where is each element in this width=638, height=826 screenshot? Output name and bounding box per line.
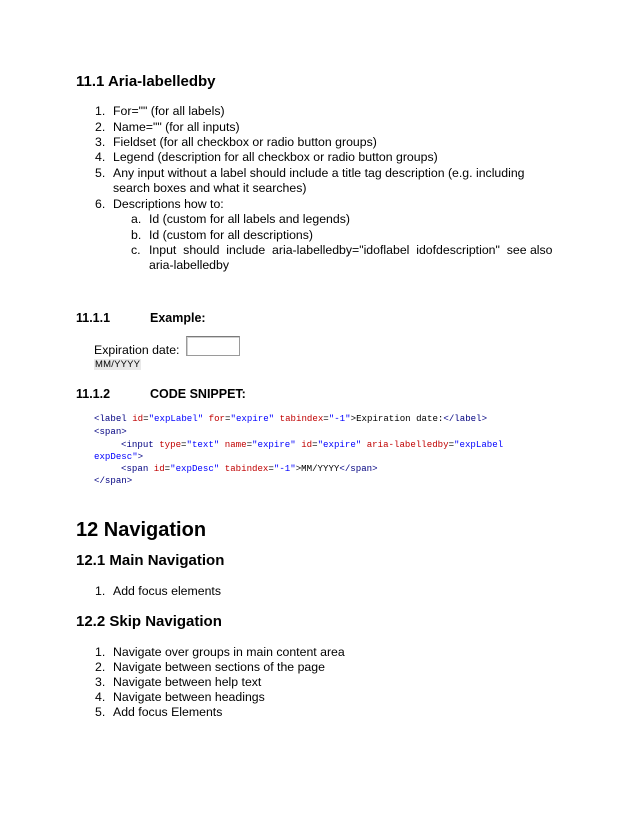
list-number: 2.: [95, 660, 106, 674]
sublist-letter: a.: [131, 212, 142, 226]
sublist-item-text: Input should include aria-labelledby="idoflabel idofdescription" see also: [149, 243, 553, 257]
code-line: expDesc">: [94, 451, 144, 462]
list-number: 6.: [95, 197, 106, 211]
code-line: <input type="text" name="expire" id="expire" aria-labelledby="expLabel: [121, 439, 504, 450]
heading-12-2: 12.2 Skip Navigation: [76, 613, 222, 630]
sublist-letter: c.: [131, 243, 141, 257]
code-line: <span id="expDesc" tabindex="-1">MM/YYYY</span>: [121, 463, 378, 474]
list-number: 3.: [95, 135, 106, 149]
list-item: [95, 120, 105, 135]
list-item: [95, 135, 105, 150]
list-number: 4.: [95, 150, 106, 164]
sublist-item-text: Id (custom for all descriptions): [149, 228, 314, 242]
list-item-text: Add focus Elements: [113, 705, 223, 719]
heading-11-1-1-number: 11.1.1: [76, 311, 111, 325]
list-item-text: Name="" (for all inputs): [113, 120, 240, 134]
list-number: 2.: [95, 120, 106, 134]
sublist-letter: b.: [131, 228, 142, 242]
list-item-text: Any input without a label should include a title tag description (e.g. including: [113, 166, 525, 180]
list-number: 5.: [95, 705, 106, 719]
heading-11-1-2-number: 11.1.2: [76, 387, 111, 401]
list-number: 1.: [95, 584, 106, 598]
list-item: [95, 166, 105, 181]
list-item-text: search boxes and what it searches): [113, 181, 307, 195]
list-item-text: Legend (description for all checkbox or radio button groups): [113, 150, 438, 164]
heading-11-1: 11.1 Aria-labelledby: [76, 73, 216, 90]
list-item-text: Fieldset (for all checkbox or radio button groups): [113, 135, 377, 149]
list-item-text: Navigate over groups in main content area: [113, 645, 345, 659]
list-item: [95, 104, 105, 119]
code-line: </span>: [94, 475, 133, 486]
sublist-item-text: aria-labelledby: [149, 258, 229, 272]
list-number: 1.: [95, 645, 106, 659]
heading-12: 12 Navigation: [76, 519, 207, 541]
code-line: <label id="expLabel" for="expire" tabindex="-1">Expiration date:</label>: [94, 413, 488, 424]
heading-11-1-2-title: CODE SNIPPET:: [150, 387, 246, 401]
list-item-text: Add focus elements: [113, 584, 222, 598]
list-item-text: Descriptions how to:: [113, 197, 224, 211]
heading-11-1-1-title: Example:: [150, 311, 206, 325]
list-item-text: Navigate between headings: [113, 690, 265, 704]
code-line: <span>: [94, 426, 127, 437]
example-field-label: Expiration date:: [94, 343, 180, 357]
list-item: [95, 150, 105, 165]
list-item: [95, 197, 105, 212]
list-item-text: Navigate between sections of the page: [113, 660, 325, 674]
list-number: 4.: [95, 690, 106, 704]
heading-12-1: 12.1 Main Navigation: [76, 552, 225, 569]
example-field-hint: MM/YYYY: [95, 359, 141, 370]
expiration-date-input[interactable]: [186, 336, 240, 356]
list-number: 3.: [95, 675, 106, 689]
list-item-text: Navigate between help text: [113, 675, 262, 689]
list-number: 5.: [95, 166, 106, 180]
sublist-item-text: Id (custom for all labels and legends): [149, 212, 350, 226]
list-number: 1.: [95, 104, 106, 118]
list-item-text: For="" (for all labels): [113, 104, 225, 118]
